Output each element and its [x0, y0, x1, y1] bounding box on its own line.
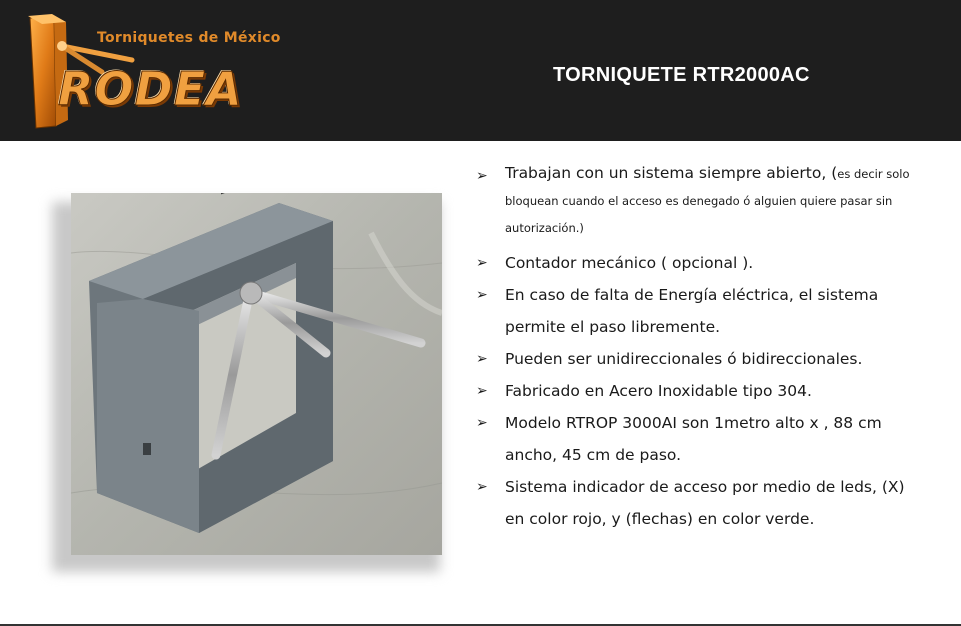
list-item: [476, 279, 926, 343]
list-item-text: Sistema indicador de acceso por medio de leds, (X) en color rojo, y (flechas) en color verde.: [505, 478, 905, 528]
brand-subtitle: Torniquetes de México: [97, 30, 281, 46]
turnstile-illustration: [71, 193, 442, 555]
arrowhead-bullet-icon: ➢: [476, 415, 488, 431]
arrowhead-bullet-icon: ➢: [476, 479, 488, 495]
list-item: [476, 471, 926, 535]
list-item: [476, 407, 926, 471]
list-item: [476, 375, 926, 407]
page-title: TORNIQUETE RTR2000AC: [553, 64, 810, 86]
arrowhead-bullet-icon: ➢: [476, 255, 488, 271]
list-item-note: es decir solo bloquean cuando el acceso es denegado ó alguien quiere pasar sin autorización.): [505, 167, 910, 235]
arrowhead-bullet-icon: ➢: [476, 287, 488, 303]
list-item-text: Trabajan con un sistema siempre abierto, (: [505, 164, 838, 182]
list-item-text: Pueden ser unidireccionales ó bidireccionales.: [505, 350, 863, 368]
brand-wordmark: RODEA: [58, 62, 243, 116]
list-item: [476, 247, 926, 279]
header-bar: [0, 0, 961, 141]
arrowhead-bullet-icon: ➢: [476, 383, 488, 399]
list-item-text: Contador mecánico ( opcional ).: [505, 254, 754, 272]
arrowhead-bullet-icon: ➢: [476, 168, 488, 184]
list-item-text: En caso de falta de Energía eléctrica, el sistema permite el paso libremente.: [505, 286, 879, 336]
list-item: [476, 160, 926, 241]
list-item: [476, 343, 926, 375]
arrowhead-bullet-icon: ➢: [476, 351, 488, 367]
feature-list: [476, 160, 926, 535]
list-item-text: Modelo RTROP 3000AI son 1metro alto x , 88 cm ancho, 45 cm de paso.: [505, 414, 882, 464]
list-item-text: Fabricado en Acero Inoxidable tipo 304.: [505, 382, 812, 400]
turnstile-photo: [71, 193, 442, 555]
